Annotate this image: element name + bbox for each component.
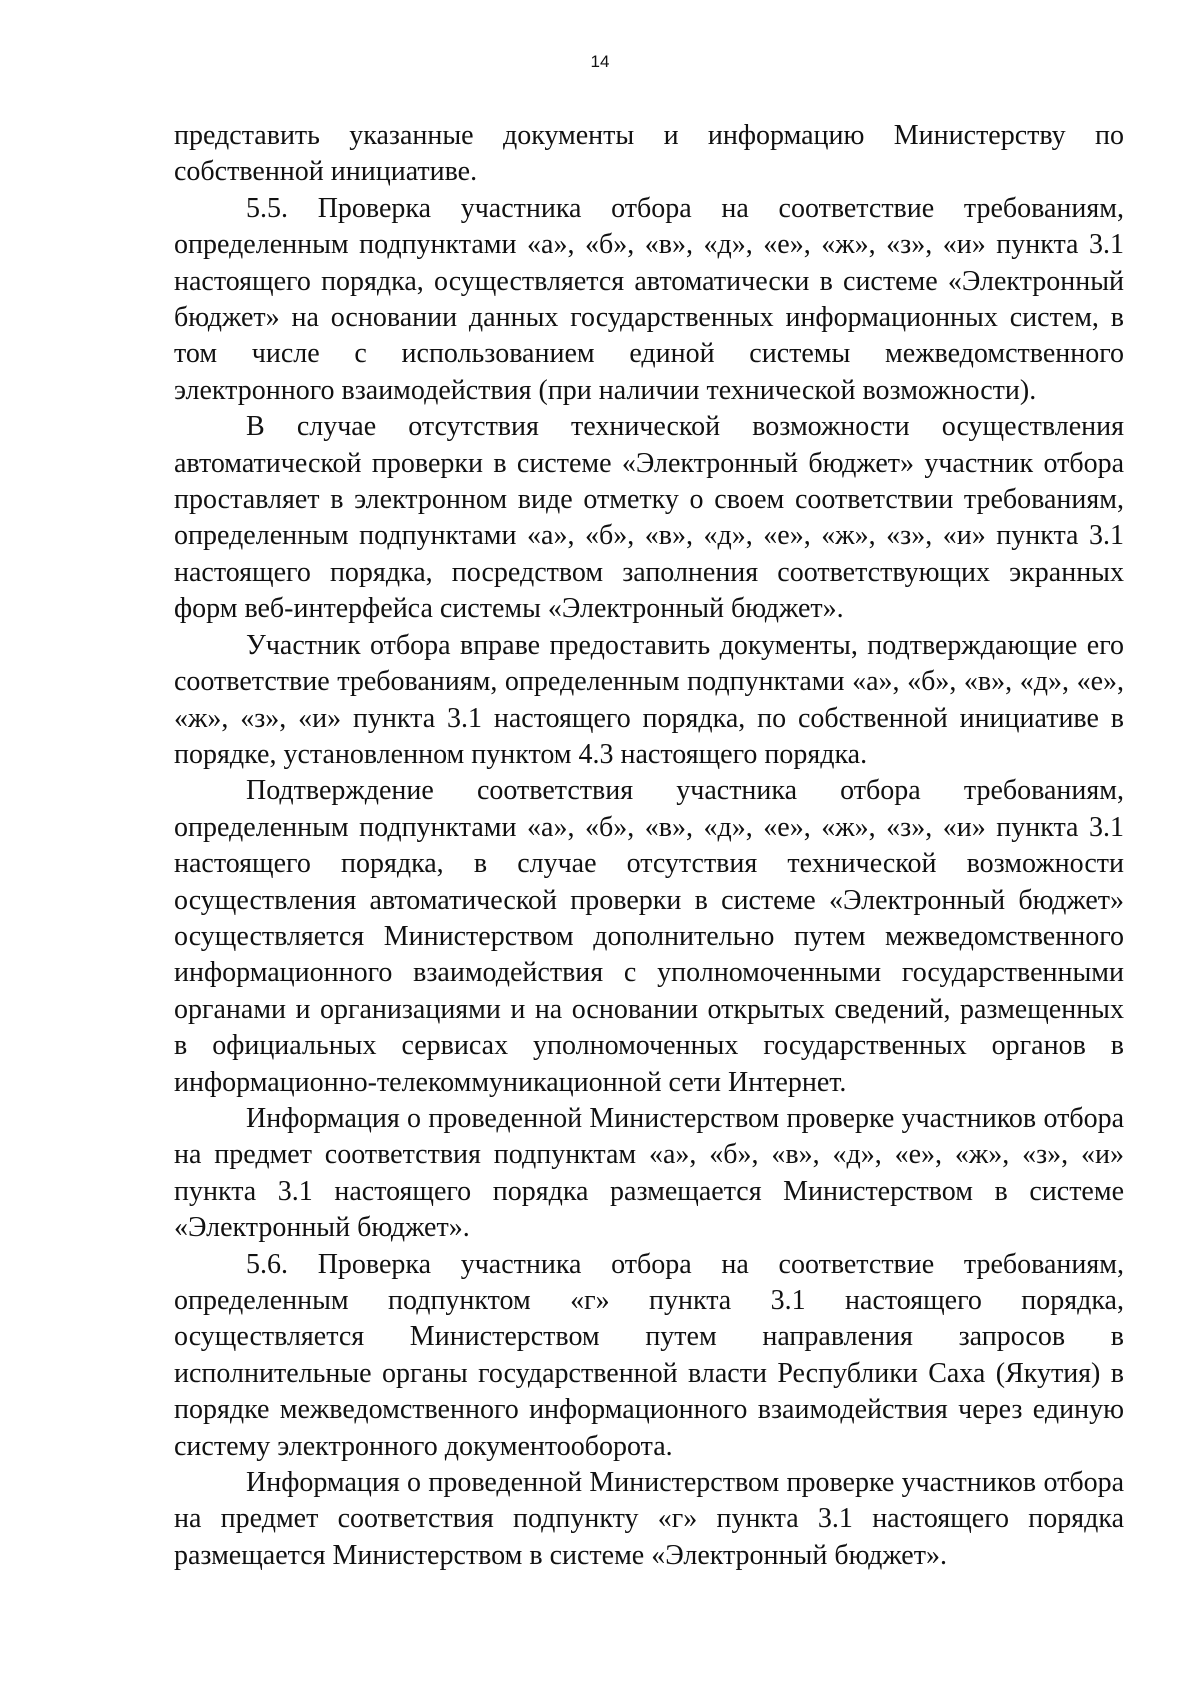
paragraph-5-6: 5.6. Проверка участника отбора на соответствие требованиям, определенным подпунктом «г» пункта 3.1 настоящего порядка, осуществляется Министерством путем направления запросов в исполнительные органы государственной власти Республики Саха (Якутия) в порядке межведомственного информационного взаимодействия через единую систему электронного документооборота. <box>174 1248 1124 1462</box>
paragraph-check-information-g: Информация о проведенной Министерством проверке участников отбора на предмет соответствия подпункту «г» пункта 3.1 настоящего порядка размещается Министерством в системе «Электронный бюджет». <box>174 1467 1124 1571</box>
paragraph-no-technical-possibility: В случае отсутствия технической возможности осуществления автоматической проверки в системе «Электронный бюджет» участник отбора проставляет в электронном виде отметку о своем соответствии требованиям, определенным подпунктами «а», «б», «в», «д», «е», «ж», «з», «и» пункта 3.1 настоящего порядка, посредством заполнения соответствующих экранных форм веб-интерфейса системы «Электронный бюджет». <box>174 411 1124 625</box>
page-number: 14 <box>590 52 610 71</box>
paragraph-participant-documents: Участник отбора вправе предоставить документы, подтверждающие его соответствие требованиям, определенным подпунктами «а», «б», «в», «д», «е», «ж», «з», «и» пункта 3.1 настоящего порядка, по собственной инициативе в порядке, установленном пунктом 4.3 настоящего порядка. <box>174 629 1124 770</box>
paragraph-5-5: 5.5. Проверка участника отбора на соответствие требованиям, определенным подпунктами «а», «б», «в», «д», «е», «ж», «з», «и» пункта 3.1 настоящего порядка, осуществляется автоматически в системе «Электронный бюджет» на основании данных государственных информационных систем, в том числе с использованием единой системы межведомственного электронного взаимодействия (при наличии технической возможности). <box>174 192 1124 406</box>
paragraph-continuation: представить указанные документы и информацию Министерству по собственной инициативе. <box>174 120 1124 188</box>
document-body <box>174 118 1124 1574</box>
paragraph-check-information: Информация о проведенной Министерством проверке участников отбора на предмет соответствия подпунктам «а», «б», «в», «д», «е», «ж», «з», «и» пункта 3.1 настоящего порядка размещается Министерством в системе «Электронный бюджет». <box>174 1102 1124 1244</box>
paragraph-confirmation: Подтверждение соответствия участника отбора требованиям, определенным подпунктами «а», «б», «в», «д», «е», «ж», «з», «и» пункта 3.1 настоящего порядка, в случае отсутствия технической возможности осуществления автоматической проверки в системе «Электронный бюджет» осуществляется Министерством дополнительно путем межведомственного информационного взаимодействия с уполномоченными государственными органами и организациями и на основании открытых сведений, размещенных в официальных сервисах уполномоченных государственных органов в информационно-телекоммуникационной сети Интернет. <box>174 775 1124 1098</box>
